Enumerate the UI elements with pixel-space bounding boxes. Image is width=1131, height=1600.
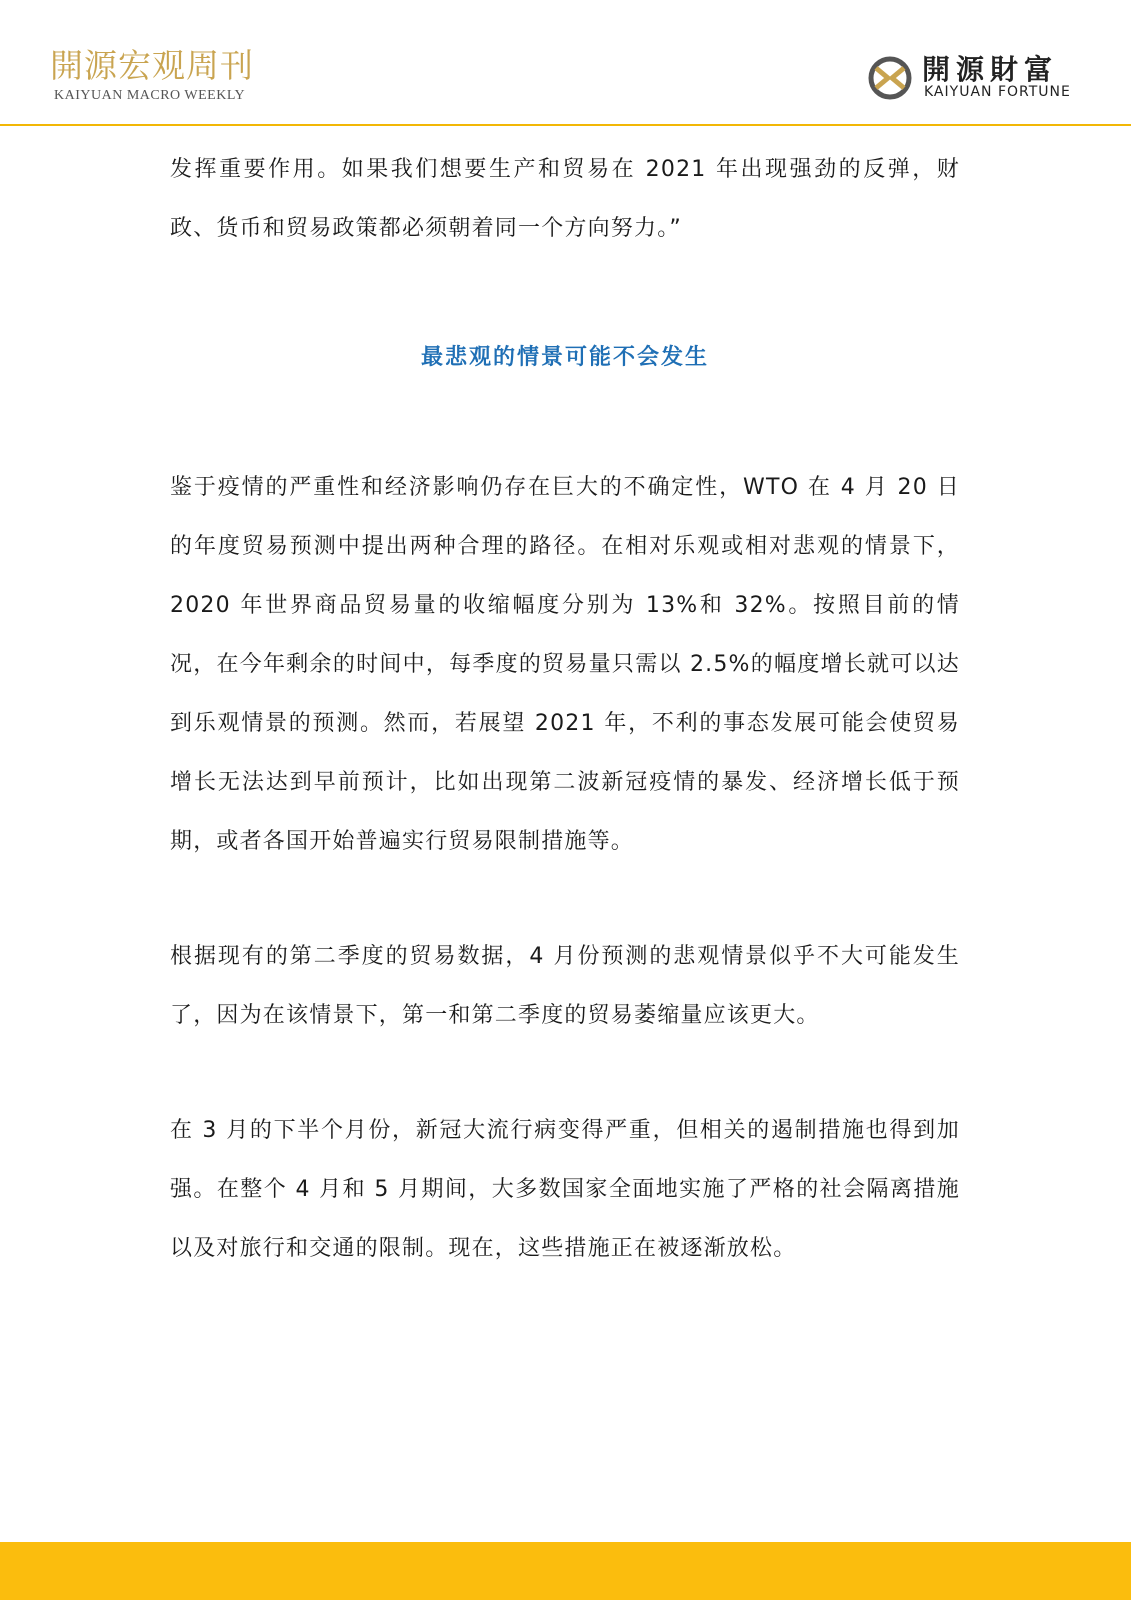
publication-subtitle: KAIYUAN MACRO WEEKLY [54, 88, 246, 103]
publication-title: 開源宏观周刊 [50, 46, 254, 85]
paragraph: 鉴于疫情的严重性和经济影响仍存在巨大的不确定性，WTO 在 4 月 20 日的年度贸易预测中提出两种合理的路径。在相对乐观或相对悲观的情景下，2020 年世界商品贸易量的收缩幅度分别为 13%和 32%。按照目前的情况，在今年剩余的时间中，每季度的贸易量只需以 2.5%的幅度增长就可以达到乐观情景的预测。然而，若展望 2021 年，不利的事态发展可能会使贸易增长无法达到早前预计，比如出现第二波新冠疫情的暴发、经济增长低于预期，或者各国开始普遍实行贸易限制措施等。 [170, 475, 960, 854]
header-divider [0, 124, 1131, 126]
spacer [170, 1045, 960, 1101]
spacer [170, 378, 960, 458]
article-body [170, 140, 960, 1278]
paragraph: 在 3 月的下半个月份，新冠大流行病变得严重，但相关的遏制措施也得到加强。在整个 4 月和 5 月期间，大多数国家全面地实施了严格的社会隔离措施以及对旅行和交通的限制。现在，这些措施正在被逐渐放松。 [170, 1118, 960, 1261]
spacer [170, 258, 960, 338]
brand-logo-icon [866, 54, 914, 102]
page-header [0, 0, 1131, 126]
section-heading: 最悲观的情景可能不会发生 [420, 345, 709, 370]
spacer [170, 871, 960, 927]
paragraph: 发挥重要作用。如果我们想要生产和贸易在 2021 年出现强劲的反弹，财政、货币和贸易政策都必须朝着同一个方向努力。” [170, 157, 960, 241]
footer-bar [0, 1542, 1131, 1600]
brand-name-en: KAIYUAN FORTUNE [924, 84, 1071, 100]
paragraph: 根据现有的第二季度的贸易数据，4 月份预测的悲观情景似乎不大可能发生了，因为在该情景下，第一和第二季度的贸易萎缩量应该更大。 [170, 944, 960, 1028]
brand-name-cn: 開源財富 [922, 53, 1059, 86]
